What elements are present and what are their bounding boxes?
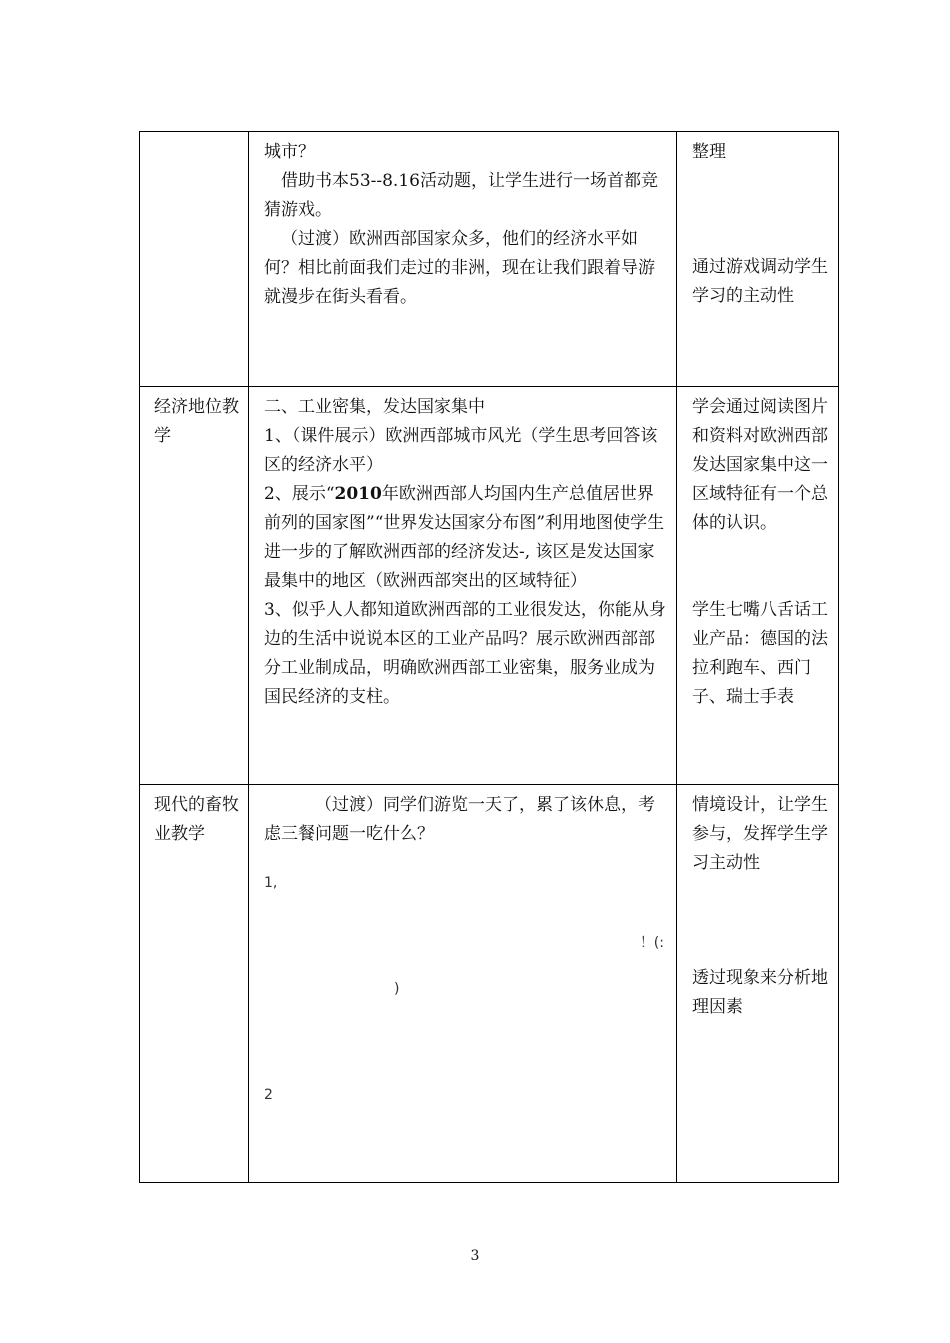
content-paragraph: （过渡）同学们游览一天了，累了该休息，考虑三餐问题一吃什么？ bbox=[264, 795, 655, 844]
content-paragraph: 1、（课件展示）欧洲西部城市风光（学生思考回答该区的经济水平） bbox=[264, 426, 658, 475]
teaching-content-cell bbox=[249, 785, 677, 1183]
spacer bbox=[264, 893, 668, 933]
note-paragraph: 通过游戏调动学生学习的主动性 bbox=[692, 257, 828, 306]
teaching-content-cell bbox=[249, 132, 677, 387]
table-row bbox=[140, 132, 839, 387]
stage-label-cell: 经济地位教学 bbox=[140, 387, 249, 785]
content-text: 2、展示“ bbox=[264, 484, 335, 504]
teaching-content-cell bbox=[249, 387, 677, 785]
content-text: 年欧洲西部人均国内生产总值居世界前列的国家图”“世界发达国家分布图”利用地图使学生进一步的了解欧洲西部的经济发达-, 该区是发达国家最集中的地区（欧洲西部突出的区域特征） bbox=[264, 484, 665, 591]
content-paragraph: 二、工业密集，发达国家集中 bbox=[264, 397, 485, 417]
design-intent-cell bbox=[677, 387, 839, 785]
design-intent-cell bbox=[677, 132, 839, 387]
content-fragment: 1, bbox=[264, 875, 278, 891]
note-paragraph: 整理 bbox=[692, 142, 726, 162]
spacer bbox=[692, 878, 832, 964]
content-paragraph: 3、似乎人人都知道欧洲西部的工业很发达，你能从身边的生活中说说本区的工业产品吗？展示欧洲西部部分工业制成品，明确欧洲西部工业密集，服务业成为国民经济的支柱。 bbox=[264, 600, 666, 707]
lesson-plan-table bbox=[139, 131, 839, 1183]
page-number: 3 bbox=[470, 1248, 480, 1264]
spacer bbox=[264, 849, 668, 873]
spacer bbox=[692, 167, 832, 253]
stage-label-cell bbox=[140, 132, 249, 387]
content-paragraph bbox=[264, 480, 668, 596]
year-text: 2010 bbox=[334, 484, 382, 504]
spacer bbox=[692, 538, 832, 596]
content-fragment: 2 bbox=[264, 1087, 273, 1103]
content-paragraph: 城市？ bbox=[264, 142, 315, 162]
note-paragraph: 学生七嘴八舌话工业产品：德国的法拉利跑车、西门子、瑞士手表 bbox=[692, 600, 828, 707]
table-row bbox=[140, 387, 839, 785]
note-paragraph: 学会通过阅读图片和资料对欧洲西部发达国家集中这一区域特征有一个总体的认识。 bbox=[692, 397, 828, 533]
content-paragraph: 借助书本53--8.16活动题，让学生进行一场首都竞猜游戏。 bbox=[264, 171, 658, 220]
stage-label-cell: 现代的畜牧业教学 bbox=[140, 785, 249, 1183]
table-row bbox=[140, 785, 839, 1183]
spacer bbox=[264, 953, 668, 979]
design-intent-cell bbox=[677, 785, 839, 1183]
content-fragment: ！(: bbox=[639, 935, 664, 951]
note-paragraph: 情境设计，让学生参与，发挥学生学习主动性 bbox=[692, 795, 828, 873]
content-paragraph: （过渡）欧洲西部国家众多，他们的经济水平如何？相比前面我们走过的非洲，现在让我们跟着导游就漫步在街头看看。 bbox=[264, 229, 655, 307]
content-fragment: ) bbox=[394, 981, 400, 997]
spacer bbox=[264, 999, 668, 1085]
note-paragraph: 透过现象来分析地理因素 bbox=[692, 968, 828, 1017]
